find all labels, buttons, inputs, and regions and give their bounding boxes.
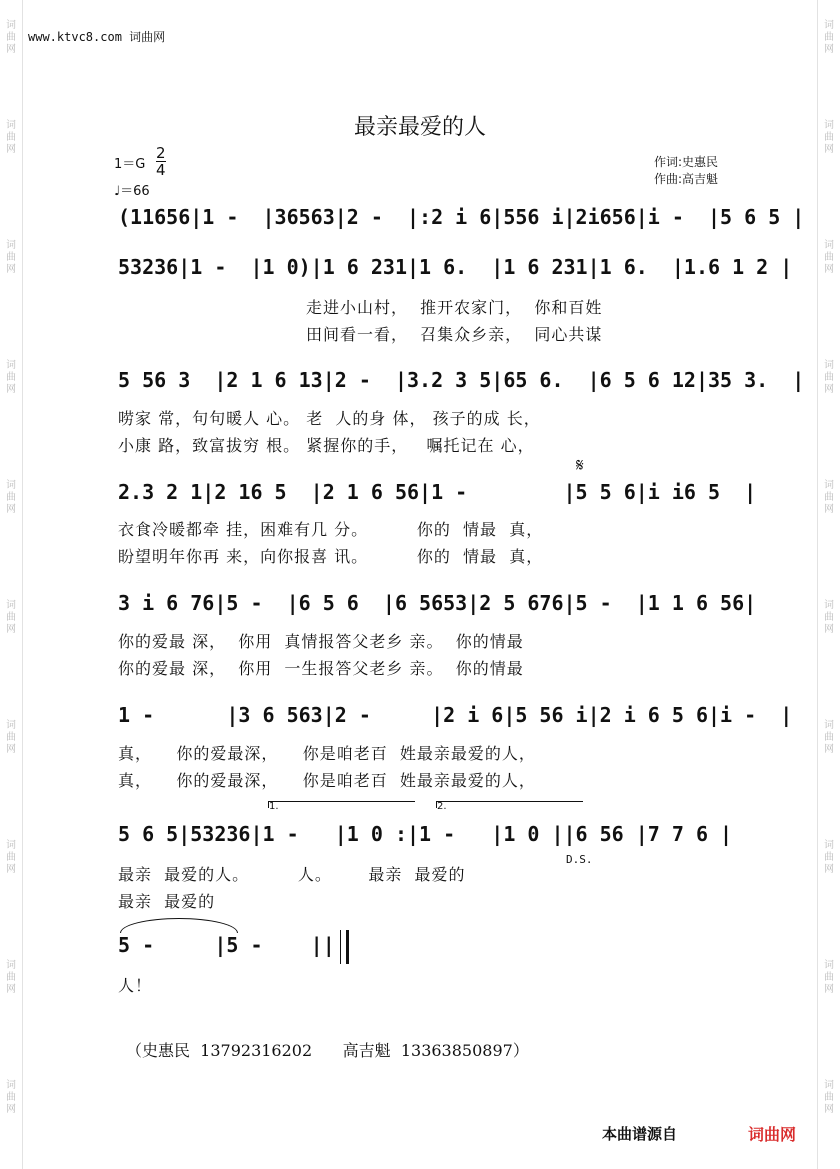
watermark: 词曲网: [824, 20, 834, 55]
contact-info: （史惠民 13792316202 高吉魁 13363850897）: [126, 1041, 529, 1060]
right-margin-strip: [817, 0, 840, 1169]
watermark: 词曲网: [824, 360, 834, 395]
notation-row: 2.3 2 1|2 16 5 |2 1 6 56|1 - |5 5 6|i i6 5 |: [118, 480, 757, 504]
second-ending-bracket: 2.: [436, 801, 583, 808]
final-barline: [340, 930, 349, 964]
lyric-line: 真， 你的爱最深， 你是咱老百 姓最亲最爱的人，: [118, 771, 536, 790]
notation-row: 3 i 6 76|5 - |6 5 6 |6 5653|2 5 676|5 - |1 1 6 56|: [118, 591, 757, 615]
first-ending-bracket: 1.: [268, 801, 415, 808]
lyric-line: 最亲 最爱的: [118, 892, 216, 911]
watermark: 词曲网: [824, 1080, 834, 1115]
tempo-value: ＝66: [120, 184, 150, 199]
watermark: 词曲网: [6, 480, 16, 515]
lyric-line: 田间看一看， 召集众乡亲， 同心共谋: [306, 325, 603, 344]
watermark: 词曲网: [6, 1080, 16, 1115]
notation-row: 53236|1 - |1 0)|1 6 231|1 6. |1 6 231|1 6. |1.6 1 2 |: [118, 255, 793, 279]
site-url[interactable]: www.ktvc8.com 词曲网: [28, 30, 166, 44]
watermark: 词曲网: [6, 840, 16, 875]
notation-row: 5 6 5|53236|1 - |1 0 :|1 - |1 0 ||6 56 |7 7 6 |: [118, 822, 733, 846]
dal-segno-marking: D.S.: [566, 853, 593, 866]
watermark: 词曲网: [824, 960, 834, 995]
watermark: 词曲网: [6, 20, 16, 55]
notation-row: 5 56 3 |2 1 6 13|2 - |3.2 3 5|65 6. |6 5 6 12|35 3. |: [118, 368, 805, 392]
time-signature: [156, 145, 166, 178]
time-numerator: 2: [156, 144, 166, 162]
notation-row: (11656|1 - |36563|2 - |:2 i 6|556 i|2i656|i - |5 6 5 |: [118, 205, 805, 229]
watermark: 词曲网: [6, 360, 16, 395]
watermark: 词曲网: [824, 240, 834, 275]
lyric-line: 你的爱最 深， 你用 真情报答父老乡 亲。 你的情最: [118, 632, 524, 651]
lyric-line: 人！: [118, 976, 153, 995]
watermark: 词曲网: [6, 600, 16, 635]
watermark: 词曲网: [6, 960, 16, 995]
watermark: 词曲网: [824, 600, 834, 635]
watermark: 词曲网: [824, 720, 834, 755]
watermark: 词曲网: [824, 840, 834, 875]
watermark: 词曲网: [6, 240, 16, 275]
watermark: 词曲网: [6, 120, 16, 155]
key-signature: 1＝G: [114, 157, 146, 172]
lyricist-credit: 作词:史惠民: [654, 155, 719, 169]
lyric-line: 衣食冷暖都牵 挂，困难有几 分。 你的 情最 真，: [118, 520, 544, 539]
notation-row: 5 - |5 - ||: [118, 933, 335, 957]
time-denominator: 4: [156, 161, 166, 179]
tempo-marking: [114, 180, 150, 199]
segno-sign: 𝄋: [576, 455, 584, 476]
lyric-line: 最亲 最爱的人。 人。 最亲 最爱的: [118, 865, 466, 884]
lyric-line: 盼望明年你再 来，向你报喜 讯。 你的 情最 真，: [118, 547, 544, 566]
composer-credit: 作曲:高吉魁: [654, 172, 719, 186]
lyric-line: 真， 你的爱最深， 你是咱老百 姓最亲最爱的人，: [118, 744, 536, 763]
left-margin-strip: [0, 0, 23, 1169]
lyric-line: 走进小山村， 推开农家门， 你和百姓: [306, 298, 603, 317]
lyric-line: 你的爱最 深， 你用 一生报答父老乡 亲。 你的情最: [118, 659, 524, 678]
notation-row: 1 - |3 6 563|2 - |2 i 6|5 56 i|2 i 6 5 6|i - |: [118, 703, 793, 727]
quarter-note-icon: ♩: [114, 184, 121, 199]
tie-arc: [120, 918, 238, 933]
watermark: 词曲网: [824, 480, 834, 515]
lyric-line: 小康 路，致富拔穷 根。 紧握你的手， 嘱托记在 心，: [118, 436, 535, 455]
song-title: 最亲最爱的人: [353, 115, 486, 140]
watermark: 词曲网: [6, 720, 16, 755]
source-label: 本曲谱源自: [602, 1125, 678, 1143]
watermark: 词曲网: [824, 120, 834, 155]
lyric-line: 唠家 常，句句暖人 心。 老 人的身 体， 孩子的成 长，: [118, 409, 541, 428]
brand-logo[interactable]: 词曲网: [748, 1125, 797, 1144]
